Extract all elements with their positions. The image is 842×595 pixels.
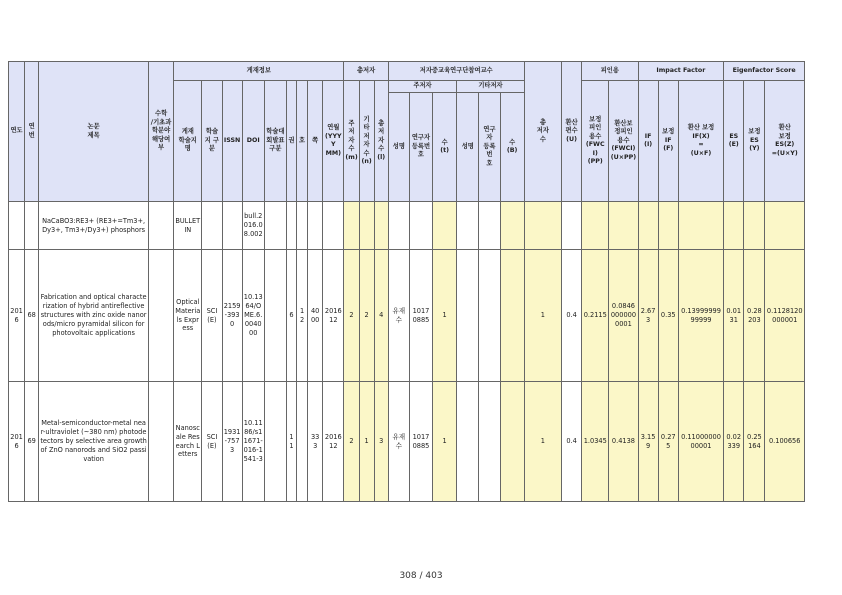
cell-corr-cites: 1.0345 <box>582 382 609 502</box>
header-count-main: 수 (t) <box>433 93 457 202</box>
header-paper-title: 논문 제목 <box>39 62 149 202</box>
header-corr-es: 보정 ES (Y) <box>744 81 765 202</box>
cell-journal: Optical Materials Express <box>174 250 202 382</box>
cell-yearmonth: 201612 <box>323 382 344 502</box>
header-corr-cites: 보정 피인 용수 (FWC I) (PP) <box>582 81 609 202</box>
cell-es <box>724 202 744 250</box>
cell-regno-main: 10170885 <box>409 250 432 382</box>
cell-other-authors: 2 <box>359 250 374 382</box>
header-main-authors: 주 저자 수 (m) <box>344 81 359 202</box>
cell-conv-corr-es: 0.100656 <box>765 382 805 502</box>
cell-title: Metal-semiconductor-metal near-ultraviolet (~380 nm) photodetectors by selective area growth of ZnO nanorods and SiO2 passivation <box>39 382 149 502</box>
header-journal-name: 게재 학술지 명 <box>174 81 202 202</box>
cell-if <box>638 202 658 250</box>
cell-converted-count <box>562 202 582 250</box>
cell-cat: SCI(E) <box>202 382 222 502</box>
cell-inst <box>264 202 286 250</box>
publication-table <box>8 61 805 502</box>
header-pub-info: 게재정보 <box>174 62 344 81</box>
cell-math <box>149 382 174 502</box>
cell-issue <box>297 202 308 250</box>
cell-doi: 10.1364/OME.6.004000 <box>242 250 264 382</box>
header-inst-flag: 학술대 회발표 구분 <box>264 81 286 202</box>
header-citation: 피인용 <box>582 62 638 81</box>
cell-count-other <box>500 382 524 502</box>
cell-volume <box>286 202 296 250</box>
header-corr-if: 보정 IF (F) <box>658 81 678 202</box>
cell-total-faculty: 1 <box>524 250 561 382</box>
cell-converted-count: 0.4 <box>562 382 582 502</box>
cell-name-other <box>457 202 479 250</box>
header-math-field: 수학 /기초과 학분야 해당여 부 <box>149 62 174 202</box>
cell-journal: Nanoscale Research Letters <box>174 382 202 502</box>
header-total-authors: 총 저자 수 (l) <box>374 81 388 202</box>
cell-yearmonth <box>323 202 344 250</box>
cell-inst <box>264 382 286 502</box>
cell-es: 0.02339 <box>724 382 744 502</box>
cell-count-other <box>500 202 524 250</box>
cell-issue <box>297 382 308 502</box>
cell-conv-corr-if: 0.1399999999999 <box>678 250 723 382</box>
cell-yearmonth: 201612 <box>323 250 344 382</box>
cell-pages <box>308 202 323 250</box>
cell-name-main <box>388 202 409 250</box>
header-seq: 연번 <box>25 62 39 202</box>
cell-regno-other <box>479 202 500 250</box>
page-number: 308 / 403 <box>399 571 443 581</box>
header-volume: 권 <box>286 81 296 202</box>
header-eigenfactor: Eigenfactor Score <box>724 62 805 81</box>
cell-conv-corr-cites: 0.08460000000001 <box>609 250 638 382</box>
cell-count-main <box>433 202 457 250</box>
header-name-other: 성명 <box>457 93 479 202</box>
cell-main-authors <box>344 202 359 250</box>
cell-doi: bull.2016.08.002 <box>242 202 264 250</box>
header-conv-corr-es: 환산 보정 ES(Z) =(U×Y) <box>765 81 805 202</box>
cell-converted-count: 0.4 <box>562 250 582 382</box>
cell-cat: SCI(E) <box>202 250 222 382</box>
cell-if: 3.159 <box>638 382 658 502</box>
publication-table-container <box>8 61 805 502</box>
cell-corr-es <box>744 202 765 250</box>
header-journal-cat: 학술 지 구 분 <box>202 81 222 202</box>
cell-total-faculty: 1 <box>524 382 561 502</box>
header-es: ES (E) <box>724 81 744 202</box>
cell-regno-main: 10170885 <box>409 382 432 502</box>
cell-volume: 6 <box>286 250 296 382</box>
cell-total-authors: 4 <box>374 250 388 382</box>
cell-inst <box>264 250 286 382</box>
cell-corr-if: 0.275 <box>658 382 678 502</box>
cell-name-main: 유재수 <box>388 250 409 382</box>
header-regno-main: 연구자 등록번 호 <box>409 93 432 202</box>
header-other-author-group: 기타저자 <box>457 81 525 93</box>
cell-cat <box>202 202 222 250</box>
header-year: 연도 <box>9 62 25 202</box>
cell-corr-if: 0.35 <box>658 250 678 382</box>
cell-seq: 68 <box>25 250 39 382</box>
cell-issn: 2159-3930 <box>222 250 242 382</box>
cell-math <box>149 250 174 382</box>
header-issue: 호 <box>297 81 308 202</box>
cell-total-authors <box>374 202 388 250</box>
cell-pages: 4000 <box>308 250 323 382</box>
header-other-authors: 기타 저자 수 (n) <box>359 81 374 202</box>
cell-name-other <box>457 250 479 382</box>
cell-count-main: 1 <box>433 250 457 382</box>
cell-regno-other <box>479 250 500 382</box>
cell-main-authors: 2 <box>344 382 359 502</box>
table-row <box>9 202 805 250</box>
cell-conv-corr-cites <box>609 202 638 250</box>
header-yearmonth: 연월 (YYYY MM) <box>323 81 344 202</box>
cell-volume: 11 <box>286 382 296 502</box>
cell-doi: 10.1186/s11671-016-1541-3 <box>242 382 264 502</box>
header-total-faculty: 총 저자 수 <box>524 62 561 202</box>
cell-pages: 333 <box>308 382 323 502</box>
cell-title: Fabrication and optical characterization of hybrid antireflective structures with zinc oxide nanorods/micro pyramidal silicon for photovoltaic applications <box>39 250 149 382</box>
cell-count-main: 1 <box>433 382 457 502</box>
cell-title: NaCaBO3:RE3+ (RE3+=Tm3+, Dy3+, Tm3+/Dy3+) phosphors <box>39 202 149 250</box>
header-conv-corr-if: 환산 보정 IF(X) = (U×F) <box>678 81 723 202</box>
cell-seq <box>25 202 39 250</box>
cell-seq: 69 <box>25 382 39 502</box>
header-issn: ISSN <box>222 81 242 202</box>
cell-name-main: 유재수 <box>388 382 409 502</box>
cell-total-authors: 3 <box>374 382 388 502</box>
header-authors: 총저자 <box>344 62 388 81</box>
cell-other-authors <box>359 202 374 250</box>
cell-corr-es: 0.28203 <box>744 250 765 382</box>
header-if: IF (I) <box>638 81 658 202</box>
cell-issn <box>222 202 242 250</box>
header-regno-other: 연구자 등록번 호 <box>479 93 500 202</box>
header-name-main: 성명 <box>388 93 409 202</box>
cell-corr-cites: 0.2115 <box>582 250 609 382</box>
cell-conv-corr-if: 0.1100000000001 <box>678 382 723 502</box>
cell-conv-corr-if <box>678 202 723 250</box>
header-impact-factor: Impact Factor <box>638 62 724 81</box>
cell-es: 0.0131 <box>724 250 744 382</box>
header-pages: 쪽 <box>308 81 323 202</box>
cell-year: 2016 <box>9 250 25 382</box>
cell-issue: 12 <box>297 250 308 382</box>
cell-corr-es: 0.25164 <box>744 382 765 502</box>
cell-other-authors: 1 <box>359 382 374 502</box>
cell-journal: BULLETIN <box>174 202 202 250</box>
cell-regno-other <box>479 382 500 502</box>
cell-issn: 1931-7573 <box>222 382 242 502</box>
table-row <box>9 382 805 502</box>
cell-regno-main <box>409 202 432 250</box>
cell-year <box>9 202 25 250</box>
cell-conv-corr-cites: 0.4138 <box>609 382 638 502</box>
cell-conv-corr-es: 0.1128120000001 <box>765 250 805 382</box>
table-row <box>9 250 805 382</box>
header-faculty: 저자중교육연구단참여교수 <box>388 62 524 81</box>
header-doi: DOI <box>242 81 264 202</box>
cell-corr-cites <box>582 202 609 250</box>
cell-name-other <box>457 382 479 502</box>
cell-math <box>149 202 174 250</box>
cell-total-faculty <box>524 202 561 250</box>
cell-year: 2016 <box>9 382 25 502</box>
cell-corr-if <box>658 202 678 250</box>
cell-if: 2.673 <box>638 250 658 382</box>
header-count-other: 수 (B) <box>500 93 524 202</box>
header-converted-count: 환산 편수 (U) <box>562 62 582 202</box>
cell-conv-corr-es <box>765 202 805 250</box>
cell-count-other <box>500 250 524 382</box>
header-conv-corr-cites: 환산보 정피인 용수 (FWCI) (U×PP) <box>609 81 638 202</box>
cell-main-authors: 2 <box>344 250 359 382</box>
header-main-author-group: 주저자 <box>388 81 456 93</box>
